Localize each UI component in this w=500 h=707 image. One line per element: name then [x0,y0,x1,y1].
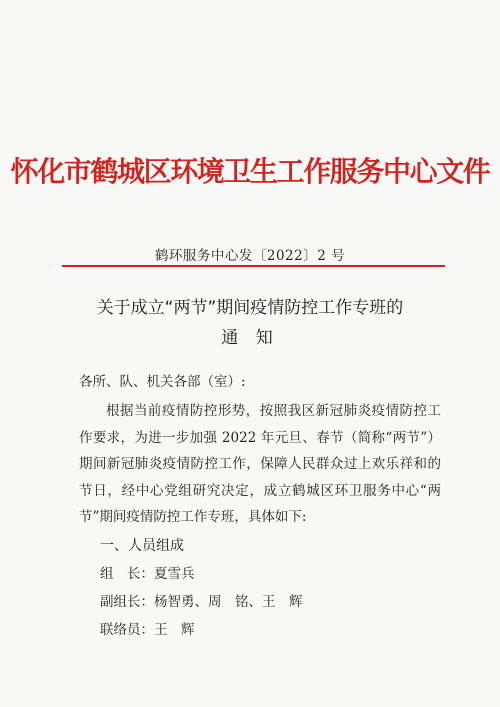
document-number: 鹤环服务中心发〔2022〕2 号 [154,248,346,264]
issuing-organization-title: 怀化市鹤城区环境卫生工作服务中心文件 [10,155,490,188]
salutation: 各所、队、机关各部（室）: [79,374,246,390]
subject-title-line-1: 关于成立“两节”期间疫情防控工作专班的 [96,298,404,318]
member-deputy-leaders: 副组长：杨智勇、周 铭、王 辉 [100,594,303,610]
body-paragraph: 根据当前疫情防控形势，按照我区新冠肺炎疫情防控工作要求，为进一步加强 2022 年元旦、春节（简称“两节”）期间新冠肺炎疫情防控工作，保障人民群众过上欢乐祥和的节日，经中心党组研究决定，成立鹤城区环卫服务中心“两节”期间疫情防控工作专班，具体如下: [79,403,441,525]
member-liaison: 联络员：王 辉 [100,622,195,638]
member-leader: 组 长：夏雪兵 [100,566,195,582]
section-heading-personnel: 一、人员组成 [100,538,184,554]
subject-title-line-2: 通 知 [221,328,279,348]
red-separator-line [62,265,445,267]
